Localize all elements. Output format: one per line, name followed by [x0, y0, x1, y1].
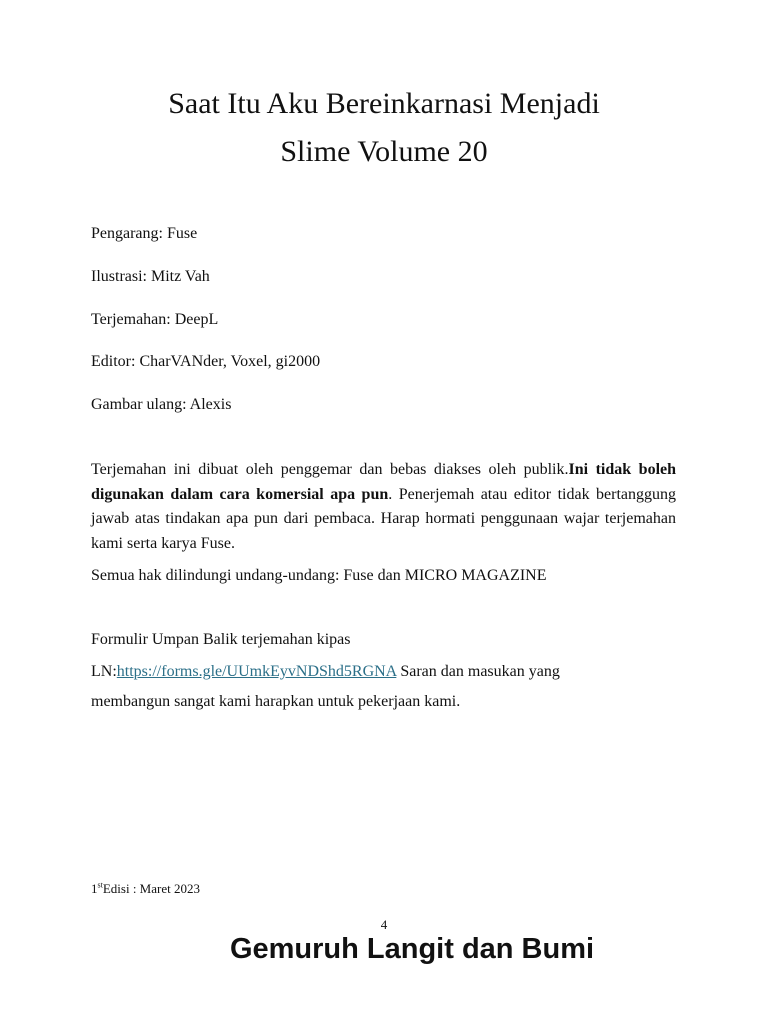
credit-translation: Terjemahan: DeepL — [91, 311, 219, 328]
feedback-link-line — [91, 662, 560, 682]
feedback-prefix: LN: — [91, 663, 117, 680]
edition-text: Edisi : Maret 2023 — [102, 881, 200, 896]
book-title-line-1: Saat Itu Aku Bereinkarnasi Menjadi — [168, 87, 600, 120]
feedback-closing: membangun sangat kami harapkan untuk pekerjaan kami. — [91, 693, 461, 710]
credit-redraw: Gambar ulang: Alexis — [91, 396, 232, 413]
credit-illustrator: Ilustrasi: Mitz Vah — [91, 268, 210, 285]
feedback-heading: Formulir Umpan Balik terjemahan kipas — [91, 631, 351, 648]
rights-notice: Semua hak dilindungi undang-undang: Fuse dan MICRO MAGAZINE — [91, 567, 547, 584]
credit-author: Pengarang: Fuse — [91, 225, 198, 242]
feedback-form-link[interactable]: https://forms.gle/UUmkEyvNDShd5RGNA — [116, 663, 397, 680]
disclaimer-paragraph — [91, 458, 676, 556]
page-number: 4 — [380, 917, 388, 932]
credit-editor: Editor: CharVANder, Voxel, gi2000 — [91, 353, 321, 370]
disclaimer-bold: Ini tidak boleh digunakan dalam cara komersial apa pun — [91, 461, 677, 503]
disclaimer-intro: Terjemahan ini dibuat oleh penggemar dan bebas diakses oleh publik. — [91, 461, 569, 478]
book-title-line-2: Slime Volume 20 — [280, 135, 488, 168]
footer-title: Gemuruh Langit dan Bumi — [229, 933, 595, 965]
edition-number: 1 — [91, 881, 98, 896]
edition-note — [91, 881, 200, 897]
feedback-suffix: Saran dan masukan yang — [396, 663, 560, 680]
edition-ordinal: st — [97, 880, 103, 890]
disclaimer-rest: . Penerjemah atau editor tidak bertanggung jawab atas tindakan apa pun dari pembaca. Harap hormati penggunaan wajar terjemahan kami serta karya Fuse. — [91, 485, 676, 552]
